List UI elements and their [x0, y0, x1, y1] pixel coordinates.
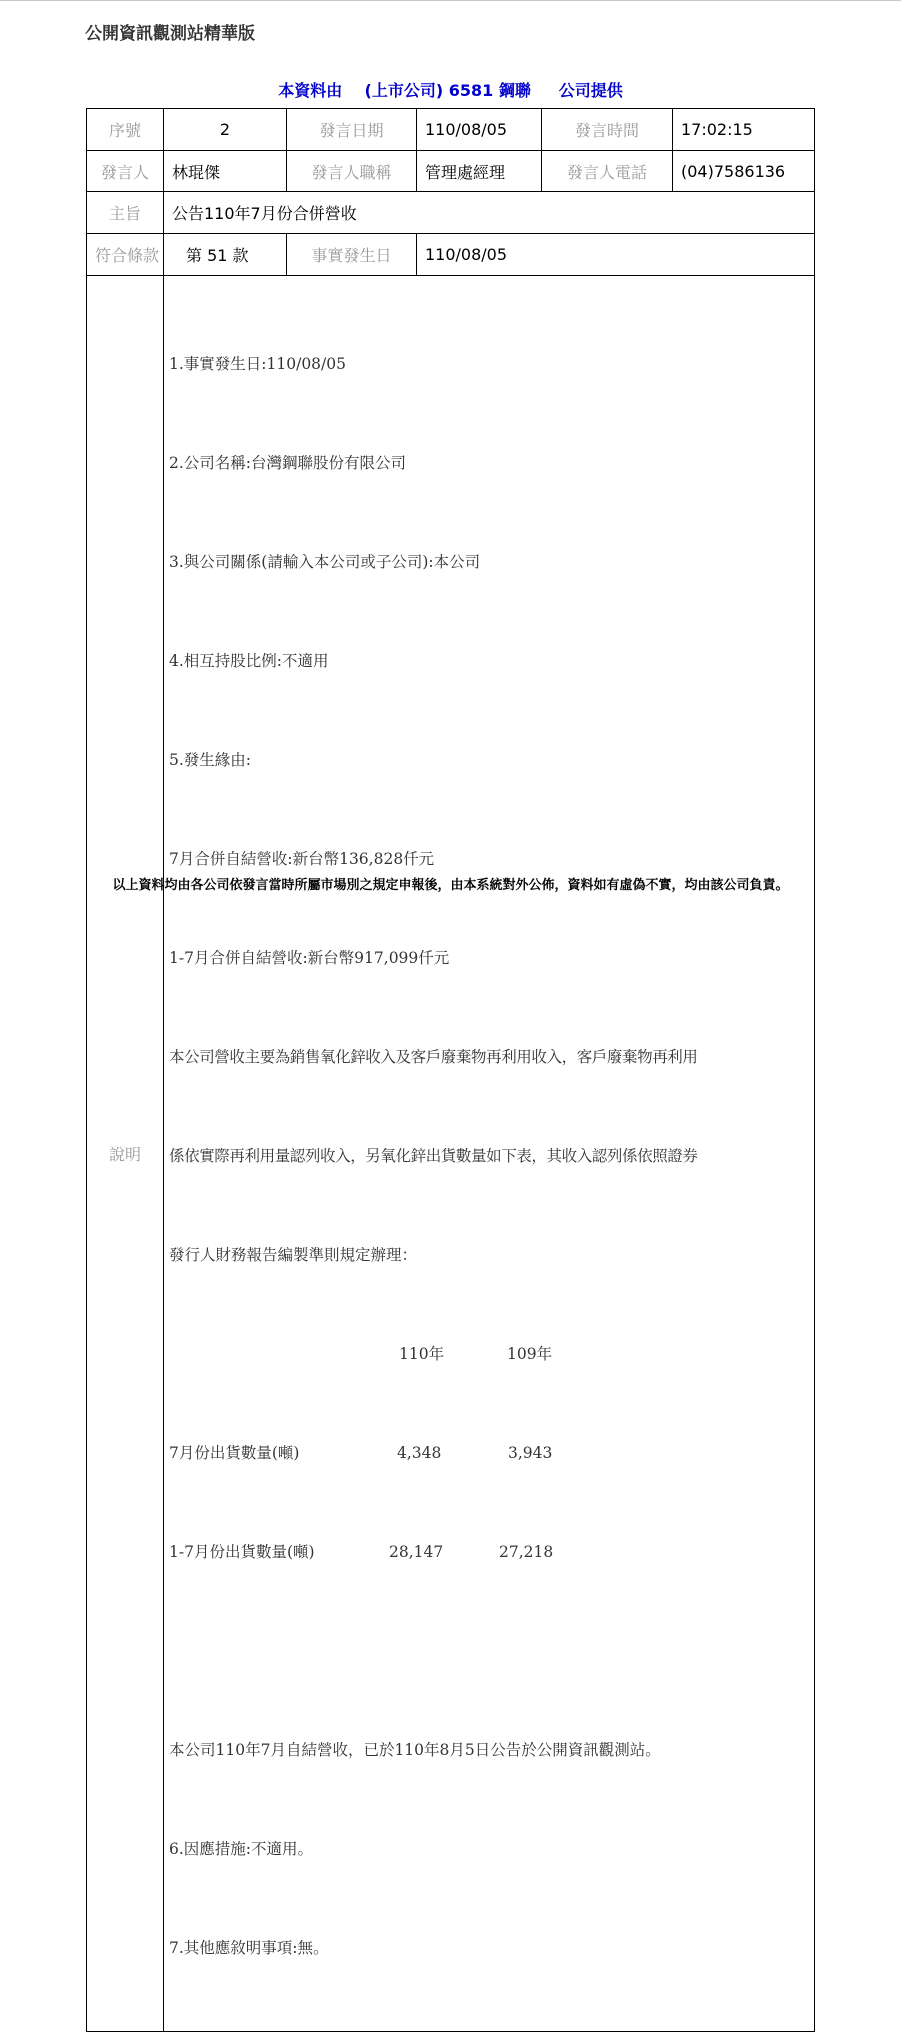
provider-suffix: 公司提供 [558, 81, 623, 100]
speaker-value: 林琨傑 [164, 151, 287, 192]
desc-line: 2.公司名稱:台灣鋼聯股份有限公司 [169, 454, 407, 472]
speaker-title-label: 發言人職稱 [287, 151, 417, 192]
time-value: 17:02:15 [673, 109, 815, 151]
qty-row-label: 7月份出貨數量(噸) [169, 1444, 300, 1462]
qty-value: 28,147 [389, 1543, 444, 1561]
clause-value: 第 51 款 [164, 234, 287, 276]
seq-label: 序號 [87, 109, 164, 151]
date-label: 發言日期 [287, 109, 417, 151]
announcement-table [86, 108, 815, 2032]
desc-line: 6.因應措施:不適用。 [169, 1840, 314, 1858]
desc-line: 1-7月合併自結營收:新台幣917,099仟元 [169, 949, 450, 967]
event-date-value: 110/08/05 [417, 234, 815, 276]
description-label: 說明 [87, 276, 164, 2032]
desc-line: 4.相互持股比例:不適用 [169, 652, 329, 670]
speaker-title-value: 管理處經理 [417, 151, 542, 192]
qty-header-110: 110年 [399, 1345, 445, 1363]
desc-line: 7月合併自結營收:新台幣136,828仟元 [169, 850, 435, 868]
subject-value: 公告110年7月份合併營收 [164, 192, 815, 234]
provider-code: 6581 [448, 81, 494, 100]
qty-value: 27,218 [499, 1543, 554, 1561]
disclaimer-footer: 以上資料均由各公司依發言當時所屬市場別之規定申報後，由本系統對外公佈，資料如有虛偽不實，均由該公司負責。 [112, 878, 789, 893]
desc-line: 1.事實發生日:110/08/05 [169, 355, 346, 373]
provider-prefix: 本資料由 [278, 81, 343, 100]
description-text [169, 276, 806, 2031]
desc-blank-line [169, 1635, 806, 1668]
qty-row [169, 1437, 806, 1470]
provider-heading [0, 78, 901, 101]
desc-line: 5.發生緣由: [169, 751, 252, 769]
qty-header-109: 109年 [507, 1345, 553, 1363]
speaker-phone-label: 發言人電話 [542, 151, 673, 192]
qty-value: 4,348 [397, 1444, 442, 1462]
top-divider [0, 0, 901, 1]
site-title: 公開資訊觀測站精華版 [85, 24, 255, 43]
desc-line: 本公司110年7月自結營收，已於110年8月5日公告於公開資訊觀測站。 [169, 1741, 661, 1759]
date-value: 110/08/05 [417, 109, 542, 151]
qty-row [169, 1536, 806, 1569]
description-cell [164, 276, 815, 2032]
time-label: 發言時間 [542, 109, 673, 151]
speaker-phone-value: (04)7586136 [673, 151, 815, 192]
desc-line: 係依實際再利用量認列收入，另氧化鋅出貨數量如下表，其收入認列係依照證券 [169, 1147, 698, 1165]
desc-line: 3.與公司關係(請輸入本公司或子公司):本公司 [169, 553, 481, 571]
seq-value: 2 [164, 109, 287, 151]
desc-line: 發行人財務報告編製準則規定辦理： [169, 1246, 418, 1264]
provider-company-type: (上市公司) [364, 81, 444, 100]
qty-header-row [169, 1338, 806, 1371]
subject-label: 主旨 [87, 192, 164, 234]
clause-label: 符合條款 [87, 234, 164, 276]
event-date-label: 事實發生日 [287, 234, 417, 276]
qty-row-label: 1-7月份出貨數量(噸) [169, 1543, 315, 1561]
desc-line: 7.其他應敘明事項:無。 [169, 1939, 329, 1957]
provider-name: 鋼聯 [498, 81, 531, 100]
speaker-label: 發言人 [87, 151, 164, 192]
desc-line: 本公司營收主要為銷售氧化鋅收入及客戶廢棄物再利用收入，客戶廢棄物再利用 [169, 1048, 698, 1066]
qty-value: 3,943 [508, 1444, 553, 1462]
